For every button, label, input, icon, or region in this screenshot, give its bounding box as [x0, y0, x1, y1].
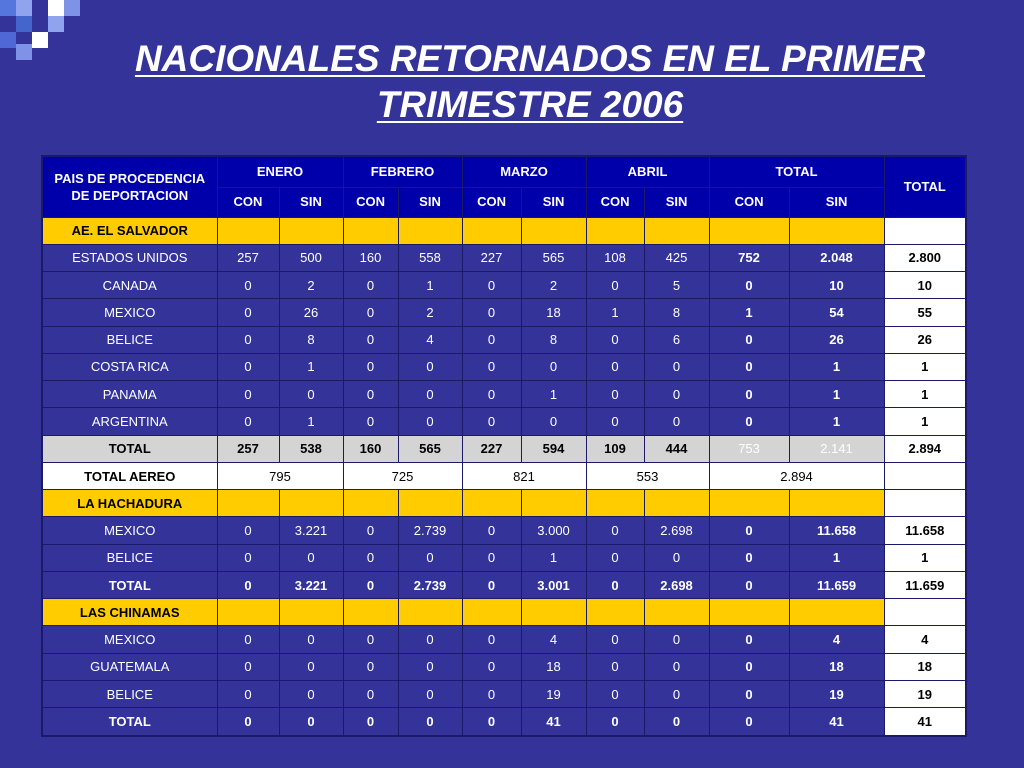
- section-ae-el-salvador: [42, 217, 966, 244]
- table-cell: 11.659: [884, 571, 966, 598]
- table-cell: 0: [709, 381, 789, 408]
- total-row: [42, 435, 966, 462]
- section-las-chinamas: [42, 599, 966, 626]
- header-month-total: TOTAL: [709, 156, 884, 187]
- section-label: LAS CHINAMAS: [42, 599, 217, 626]
- table-cell: 565: [398, 435, 462, 462]
- table-cell: 0: [586, 353, 644, 380]
- table-cell: 0: [521, 408, 586, 435]
- table-cell: 10: [789, 272, 884, 299]
- table-cell: 0: [709, 626, 789, 653]
- section-label: AE. EL SALVADOR: [42, 217, 217, 244]
- table-cell: 2.894: [884, 435, 966, 462]
- table-cell: 1: [586, 299, 644, 326]
- table-cell: 0: [586, 408, 644, 435]
- table-cell: 0: [644, 381, 709, 408]
- table-cell: 0: [586, 626, 644, 653]
- section-cell: [586, 599, 644, 626]
- row-label: BELICE: [42, 544, 217, 571]
- section-cell: [343, 599, 398, 626]
- table-row: [42, 244, 966, 271]
- table-cell: 6: [644, 326, 709, 353]
- table-cell: 2: [279, 272, 343, 299]
- table-cell: 0: [343, 653, 398, 680]
- table-cell: 2.739: [398, 571, 462, 598]
- table-cell: 0: [343, 708, 398, 736]
- table-cell: 1: [884, 408, 966, 435]
- table-cell: 19: [884, 681, 966, 708]
- table-cell: 0: [462, 272, 521, 299]
- table-cell: 1: [884, 544, 966, 571]
- table-cell: 0: [586, 272, 644, 299]
- table-cell: 11.658: [789, 517, 884, 544]
- table-row: [42, 408, 966, 435]
- section-cell: [521, 217, 586, 244]
- section-cell: [521, 490, 586, 517]
- header-total: TOTAL: [884, 156, 966, 217]
- table-cell: 1: [521, 544, 586, 571]
- header-sub: SIN: [279, 187, 343, 217]
- table-cell: 18: [789, 653, 884, 680]
- section-cell: [789, 599, 884, 626]
- table-cell: 0: [217, 353, 279, 380]
- table-cell: 18: [884, 653, 966, 680]
- table-cell: 0: [343, 408, 398, 435]
- section-cell: [709, 599, 789, 626]
- table-cell: 0: [586, 544, 644, 571]
- table-row: [42, 353, 966, 380]
- table-cell: 725: [343, 462, 462, 489]
- table-cell: 1: [709, 299, 789, 326]
- table-cell: 0: [217, 381, 279, 408]
- table-cell: 8: [279, 326, 343, 353]
- row-label: COSTA RICA: [42, 353, 217, 380]
- header-sub: CON: [586, 187, 644, 217]
- section-cell: [709, 217, 789, 244]
- row-label: TOTAL: [42, 435, 217, 462]
- row-label: TOTAL: [42, 571, 217, 598]
- table-cell: 0: [279, 653, 343, 680]
- table-cell: 0: [462, 653, 521, 680]
- table-cell: 227: [462, 244, 521, 271]
- section-cell: [398, 217, 462, 244]
- table-cell: 444: [644, 435, 709, 462]
- table-cell: 2.739: [398, 517, 462, 544]
- table-cell: 0: [586, 571, 644, 598]
- table-cell: 3.221: [279, 571, 343, 598]
- table-row: [42, 272, 966, 299]
- table-cell: 0: [462, 299, 521, 326]
- table-cell: 0: [398, 681, 462, 708]
- row-label: BELICE: [42, 681, 217, 708]
- section-cell: [644, 490, 709, 517]
- table-cell: 0: [217, 517, 279, 544]
- table-cell: 2.800: [884, 244, 966, 271]
- header-country: PAIS DE PROCEDENCIA DE DEPORTACION: [42, 156, 217, 217]
- table-cell: 558: [398, 244, 462, 271]
- row-label: MEXICO: [42, 299, 217, 326]
- row-label: ARGENTINA: [42, 408, 217, 435]
- table-cell: 0: [709, 326, 789, 353]
- table-cell: 5: [644, 272, 709, 299]
- title-line-2: TRIMESTRE 2006: [376, 84, 684, 125]
- table-cell: 0: [644, 681, 709, 708]
- table-cell: 0: [343, 571, 398, 598]
- header-sub: SIN: [644, 187, 709, 217]
- table-cell: 2: [398, 299, 462, 326]
- table-cell: 0: [709, 408, 789, 435]
- table-cell: 0: [644, 544, 709, 571]
- table-cell: 0: [462, 326, 521, 353]
- table-cell: 1: [884, 353, 966, 380]
- table-cell: 795: [217, 462, 343, 489]
- section-cell: [217, 599, 279, 626]
- table-cell: 594: [521, 435, 586, 462]
- table-cell: 0: [644, 408, 709, 435]
- table-cell: 0: [709, 571, 789, 598]
- table-cell: 0: [586, 381, 644, 408]
- section-cell: [789, 217, 884, 244]
- table-cell: 18: [521, 653, 586, 680]
- section-cell: [217, 490, 279, 517]
- table-cell: 1: [521, 381, 586, 408]
- table-cell: 0: [343, 681, 398, 708]
- table-cell: 0: [586, 517, 644, 544]
- table-cell: 0: [644, 626, 709, 653]
- row-label: CANADA: [42, 272, 217, 299]
- table-cell: 0: [398, 653, 462, 680]
- header-month-febrero: FEBRERO: [343, 156, 462, 187]
- table-cell: 8: [521, 326, 586, 353]
- table-cell: 553: [586, 462, 709, 489]
- table-cell: 0: [398, 408, 462, 435]
- returnees-table: [41, 155, 967, 737]
- table-cell: 3.221: [279, 517, 343, 544]
- table-cell: 1: [789, 408, 884, 435]
- table-cell: 1: [398, 272, 462, 299]
- table-cell: 2.698: [644, 517, 709, 544]
- table-cell: 0: [343, 381, 398, 408]
- section-cell: [586, 217, 644, 244]
- header-sub: CON: [343, 187, 398, 217]
- table-row: [42, 299, 966, 326]
- table-cell: 1: [789, 544, 884, 571]
- table-cell: 0: [586, 653, 644, 680]
- table-cell: 0: [279, 708, 343, 736]
- table-cell: 565: [521, 244, 586, 271]
- table-cell: 41: [884, 708, 966, 736]
- section-cell: [462, 490, 521, 517]
- total-row: [42, 571, 966, 598]
- row-label: MEXICO: [42, 517, 217, 544]
- table-cell: 0: [398, 544, 462, 571]
- table-cell: 425: [644, 244, 709, 271]
- header-sub: SIN: [789, 187, 884, 217]
- row-label: TOTAL: [42, 708, 217, 736]
- section-cell: [884, 599, 966, 626]
- table-cell: [884, 462, 966, 489]
- table-cell: 3.001: [521, 571, 586, 598]
- header-sub: CON: [217, 187, 279, 217]
- section-cell: [644, 599, 709, 626]
- table-cell: 0: [462, 544, 521, 571]
- section-cell: [398, 490, 462, 517]
- table-cell: 0: [462, 681, 521, 708]
- table-cell: 11.658: [884, 517, 966, 544]
- table-cell: 0: [343, 626, 398, 653]
- section-cell: [279, 490, 343, 517]
- table-cell: 160: [343, 244, 398, 271]
- table-row: [42, 626, 966, 653]
- table-cell: 55: [884, 299, 966, 326]
- table-cell: 821: [462, 462, 586, 489]
- table-cell: 1: [789, 381, 884, 408]
- row-label: TOTAL AEREO: [42, 462, 217, 489]
- table-cell: 2.894: [709, 462, 884, 489]
- table-cell: 0: [462, 517, 521, 544]
- row-label: ESTADOS UNIDOS: [42, 244, 217, 271]
- table-cell: 0: [279, 381, 343, 408]
- table-cell: 0: [217, 299, 279, 326]
- table-cell: 0: [709, 517, 789, 544]
- table-cell: 0: [462, 408, 521, 435]
- table-cell: 0: [644, 353, 709, 380]
- header-sub: SIN: [521, 187, 586, 217]
- row-label: GUATEMALA: [42, 653, 217, 680]
- table-cell: 26: [884, 326, 966, 353]
- table-cell: 8: [644, 299, 709, 326]
- table-cell: 2.141: [789, 435, 884, 462]
- section-cell: [462, 217, 521, 244]
- table-cell: 0: [709, 708, 789, 736]
- table-cell: 18: [521, 299, 586, 326]
- table-cell: 0: [462, 708, 521, 736]
- table-cell: 4: [398, 326, 462, 353]
- table-row: [42, 517, 966, 544]
- table-cell: 108: [586, 244, 644, 271]
- table-cell: 1: [279, 353, 343, 380]
- table-cell: 0: [279, 544, 343, 571]
- table-cell: 2: [521, 272, 586, 299]
- section-cell: [789, 490, 884, 517]
- table-cell: 0: [586, 708, 644, 736]
- table-cell: 0: [462, 353, 521, 380]
- table-cell: 41: [521, 708, 586, 736]
- table-cell: 26: [789, 326, 884, 353]
- table-cell: 0: [462, 571, 521, 598]
- table-row: [42, 653, 966, 680]
- table-cell: 0: [217, 681, 279, 708]
- table-cell: 257: [217, 244, 279, 271]
- row-label: MEXICO: [42, 626, 217, 653]
- table-cell: 0: [398, 381, 462, 408]
- table-cell: 0: [217, 626, 279, 653]
- table-cell: 0: [521, 353, 586, 380]
- table-cell: 0: [709, 353, 789, 380]
- table-cell: 0: [217, 653, 279, 680]
- table-cell: 3.000: [521, 517, 586, 544]
- table-cell: 0: [343, 544, 398, 571]
- header-sub: CON: [709, 187, 789, 217]
- table-cell: 11.659: [789, 571, 884, 598]
- table-cell: 19: [521, 681, 586, 708]
- table-cell: 0: [217, 272, 279, 299]
- header-sub: SIN: [398, 187, 462, 217]
- table-cell: 1: [279, 408, 343, 435]
- section-cell: [398, 599, 462, 626]
- table-cell: 1: [789, 353, 884, 380]
- row-label: PANAMA: [42, 381, 217, 408]
- header-month-abril: ABRIL: [586, 156, 709, 187]
- table-cell: 538: [279, 435, 343, 462]
- table-cell: 0: [398, 353, 462, 380]
- section-cell: [521, 599, 586, 626]
- table-cell: 227: [462, 435, 521, 462]
- section-label: LA HACHADURA: [42, 490, 217, 517]
- table-cell: 0: [586, 326, 644, 353]
- table-cell: 0: [709, 272, 789, 299]
- row-label: BELICE: [42, 326, 217, 353]
- table-cell: 0: [644, 653, 709, 680]
- table-cell: 0: [343, 517, 398, 544]
- table-cell: 0: [398, 708, 462, 736]
- table-cell: 257: [217, 435, 279, 462]
- section-cell: [343, 217, 398, 244]
- table-cell: 54: [789, 299, 884, 326]
- table-cell: 0: [398, 626, 462, 653]
- header-sub: CON: [462, 187, 521, 217]
- table-cell: 2.698: [644, 571, 709, 598]
- table-row: [42, 381, 966, 408]
- table-row: [42, 681, 966, 708]
- section-cell: [709, 490, 789, 517]
- table-cell: 4: [884, 626, 966, 653]
- table-cell: 0: [462, 626, 521, 653]
- table-cell: 2.048: [789, 244, 884, 271]
- slide-title: [60, 36, 1000, 128]
- table-cell: 0: [586, 681, 644, 708]
- table-cell: 160: [343, 435, 398, 462]
- table-row: [42, 326, 966, 353]
- table-cell: 0: [343, 299, 398, 326]
- table-cell: 41: [789, 708, 884, 736]
- table-cell: 0: [709, 653, 789, 680]
- table-cell: 0: [343, 353, 398, 380]
- section-la-hachadura: [42, 490, 966, 517]
- table-cell: 26: [279, 299, 343, 326]
- header-month-marzo: MARZO: [462, 156, 586, 187]
- table-cell: 0: [462, 381, 521, 408]
- title-line-1: NACIONALES RETORNADOS EN EL PRIMER: [134, 38, 926, 79]
- header-month-enero: ENERO: [217, 156, 343, 187]
- table-cell: 0: [217, 326, 279, 353]
- table-cell: 10: [884, 272, 966, 299]
- table-row: [42, 544, 966, 571]
- section-cell: [884, 217, 966, 244]
- table-cell: 0: [217, 571, 279, 598]
- table-cell: 19: [789, 681, 884, 708]
- section-cell: [279, 599, 343, 626]
- table-cell: 4: [521, 626, 586, 653]
- table-cell: 4: [789, 626, 884, 653]
- section-cell: [644, 217, 709, 244]
- section-cell: [343, 490, 398, 517]
- table-cell: 0: [343, 326, 398, 353]
- table-cell: 109: [586, 435, 644, 462]
- section-cell: [217, 217, 279, 244]
- table-cell: 0: [217, 408, 279, 435]
- total-row: [42, 708, 966, 736]
- section-cell: [586, 490, 644, 517]
- table-cell: 500: [279, 244, 343, 271]
- section-cell: [279, 217, 343, 244]
- table-cell: 0: [217, 544, 279, 571]
- section-cell: [462, 599, 521, 626]
- section-cell: [884, 490, 966, 517]
- table-cell: 0: [644, 708, 709, 736]
- table-cell: 0: [709, 681, 789, 708]
- table-cell: 1: [884, 381, 966, 408]
- table-cell: 0: [709, 544, 789, 571]
- table-cell: 0: [343, 272, 398, 299]
- table-cell: 753: [709, 435, 789, 462]
- table-cell: 752: [709, 244, 789, 271]
- table-cell: 0: [217, 708, 279, 736]
- table-cell: 0: [279, 681, 343, 708]
- table-cell: 0: [279, 626, 343, 653]
- total-aereo-row: [42, 462, 966, 489]
